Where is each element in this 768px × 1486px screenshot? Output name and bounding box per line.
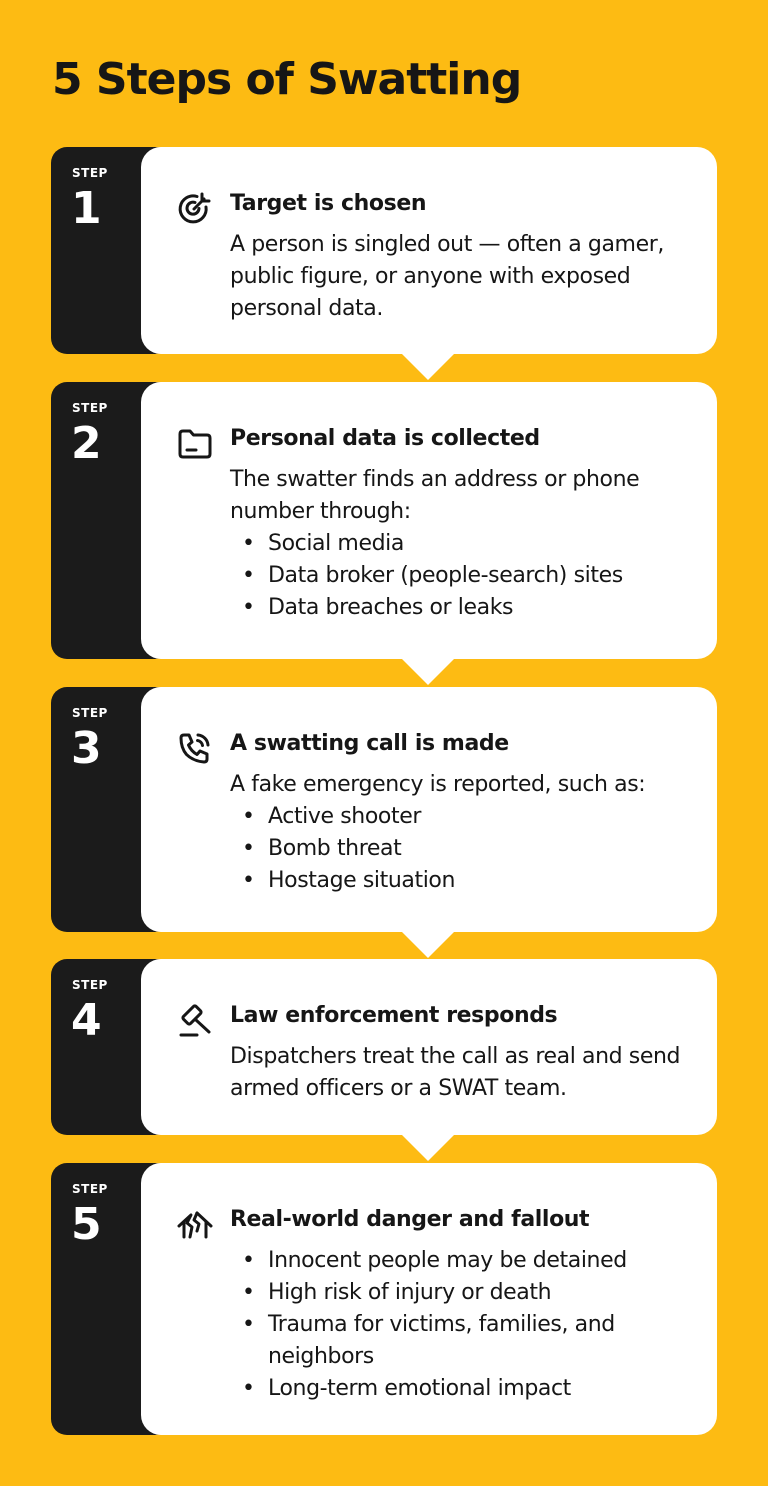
list-item: • Data breaches or leaks xyxy=(230,592,690,624)
step-description: A person is singled out — often a gamer, public figure, or anyone with exposed personal data. xyxy=(230,232,664,321)
step-label: STEP xyxy=(72,978,108,992)
step-4-card xyxy=(141,959,717,1135)
connector-arrow xyxy=(401,931,455,958)
step-5-card xyxy=(141,1163,717,1435)
list-item: • Active shooter xyxy=(230,801,690,833)
folder-icon xyxy=(175,424,215,464)
target-icon xyxy=(175,189,215,229)
step-label: STEP xyxy=(72,706,108,720)
step-heading: Real-world danger and fallout xyxy=(230,1207,590,1232)
bullet-list xyxy=(230,801,690,897)
list-item: • Bomb threat xyxy=(230,833,690,865)
step-3 xyxy=(51,687,717,932)
step-5 xyxy=(51,1163,717,1435)
list-item: • Data broker (people-search) sites xyxy=(230,560,690,592)
step-heading: Personal data is collected xyxy=(230,426,540,451)
step-3-card xyxy=(141,687,717,932)
connector-arrow xyxy=(401,353,455,380)
step-description xyxy=(230,769,690,897)
step-text: A fake emergency is reported, such as: xyxy=(230,772,646,797)
list-item: • Hostage situation xyxy=(230,865,690,897)
step-heading: Law enforcement responds xyxy=(230,1003,558,1028)
step-description xyxy=(230,1245,690,1405)
step-1 xyxy=(51,147,717,354)
step-label: STEP xyxy=(72,1182,108,1196)
bullet-list xyxy=(230,528,690,624)
step-number: 3 xyxy=(71,723,102,774)
connector-arrow xyxy=(401,1134,455,1161)
step-number: 4 xyxy=(71,995,102,1046)
step-heading: Target is chosen xyxy=(230,191,427,216)
step-label: STEP xyxy=(72,166,108,180)
phone-call-icon xyxy=(175,729,215,769)
list-item: • High risk of injury or death xyxy=(230,1277,690,1309)
bullet-list xyxy=(230,1245,690,1405)
step-4 xyxy=(51,959,717,1135)
step-label: STEP xyxy=(72,401,108,415)
step-2-card xyxy=(141,382,717,659)
step-description xyxy=(230,464,690,624)
list-item: • Trauma for victims, families, and neighbors xyxy=(230,1309,690,1373)
step-description: Dispatchers treat the call as real and send armed officers or a SWAT team. xyxy=(230,1044,681,1101)
list-item: • Innocent people may be detained xyxy=(230,1245,690,1277)
step-number: 2 xyxy=(71,418,102,469)
step-2 xyxy=(51,382,717,659)
step-number: 1 xyxy=(71,183,102,234)
page-title: 5 Steps of Swatting xyxy=(52,54,522,105)
broken-house-icon xyxy=(175,1205,215,1245)
gavel-icon xyxy=(175,1001,215,1041)
connector-arrow xyxy=(401,658,455,685)
list-item: • Social media xyxy=(230,528,690,560)
step-1-card xyxy=(141,147,717,354)
step-heading: A swatting call is made xyxy=(230,731,509,756)
list-item: • Long-term emotional impact xyxy=(230,1373,690,1405)
step-number: 5 xyxy=(71,1199,102,1250)
step-text: The swatter finds an address or phone number through: xyxy=(230,467,640,524)
